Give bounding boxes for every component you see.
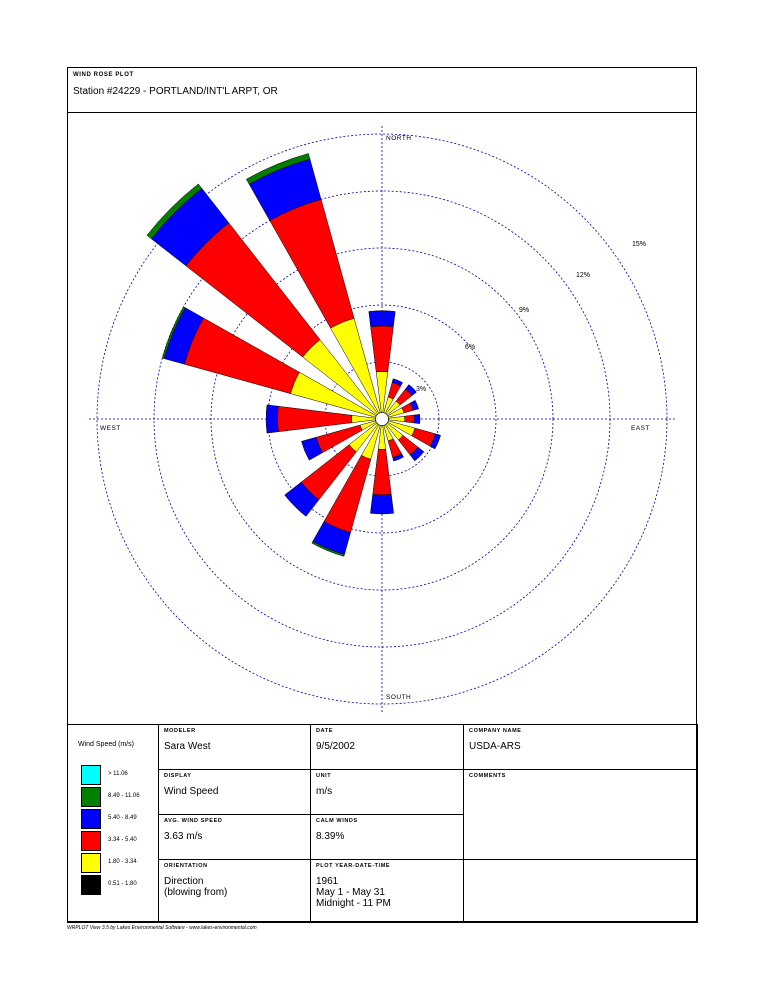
- plot-time-value: 1961 May 1 - May 31 Midnight - 11 PM: [316, 876, 391, 909]
- orientation-cell: [158, 859, 311, 923]
- legend-title: Wind Speed (m/s): [78, 741, 135, 748]
- wind-rose-chart: [68, 113, 696, 725]
- legend-label: 8.49 - 11.06: [108, 793, 140, 799]
- unit-cell: [310, 769, 464, 815]
- date-label: DATE: [316, 728, 333, 734]
- legend-panel: [67, 724, 159, 923]
- avg-speed-cell: [158, 814, 311, 860]
- legend-label: 0.51 - 1.80: [108, 881, 137, 887]
- legend-label: 3.34 - 5.40: [108, 837, 137, 843]
- legend-swatch: [81, 875, 101, 895]
- ring-label: 6%: [465, 344, 476, 351]
- compass-south-label: SOUTH: [386, 694, 412, 701]
- unit-value: m/s: [316, 786, 333, 797]
- orientation-value: Direction (blowing from): [164, 876, 228, 898]
- unit-label: UNIT: [316, 773, 332, 779]
- wind-wedge-segment: [389, 416, 405, 422]
- wind-wedge-segment: [369, 311, 395, 327]
- comments-cell: [463, 769, 698, 860]
- compass-west-label: WEST: [100, 425, 121, 432]
- avg-speed-value: 3.63 m/s: [164, 831, 203, 842]
- legend-swatch: [81, 809, 101, 829]
- comments-label: COMMENTS: [469, 773, 506, 779]
- calm-center-circle: [376, 413, 389, 426]
- modeler-value: Sara West: [164, 741, 211, 752]
- ring-label: 15%: [632, 241, 647, 248]
- date-value: 9/5/2002: [316, 741, 355, 752]
- compass-north-label: NORTH: [386, 135, 412, 142]
- legend-swatch: [81, 787, 101, 807]
- station-title: Station #24229 - PORTLAND/INT'L ARPT, OR: [73, 86, 278, 97]
- legend-label: 5.40 - 8.49: [108, 815, 137, 821]
- plot-time-label: PLOT YEAR-DATE-TIME: [316, 863, 391, 869]
- wind-rose-report: [67, 67, 697, 922]
- wind-wedge-segment: [278, 406, 352, 431]
- ring-label: 12%: [576, 272, 591, 279]
- wind-wedge-segment: [266, 405, 278, 433]
- wind-wedge-segment: [373, 449, 392, 495]
- legend-label: > 11.06: [108, 771, 128, 777]
- ring-label: 9%: [519, 307, 530, 314]
- avg-speed-label: AVG. WIND SPEED: [164, 818, 223, 824]
- legend-label: 1.80 - 3.34: [108, 859, 137, 865]
- orientation-label: ORIENTATION: [164, 863, 208, 869]
- report-header: [68, 68, 696, 113]
- display-label: DISPLAY: [164, 773, 192, 779]
- display-cell: [158, 769, 311, 815]
- calm-winds-label: CALM WINDS: [316, 818, 358, 824]
- software-credit: WRPLOT View 3.5 by Lakes Environmental Software - www.lakes-environmental.com: [67, 925, 257, 931]
- empty-cell: [463, 859, 698, 923]
- date-cell: [310, 724, 464, 770]
- wind-wedge-segment: [370, 494, 393, 514]
- company-value: USDA-ARS: [469, 741, 521, 752]
- ring-label: 3%: [416, 386, 427, 393]
- legend-swatch: [81, 853, 101, 873]
- calm-winds-cell: [310, 814, 464, 860]
- calm-winds-value: 8.39%: [316, 831, 345, 842]
- modeler-cell: [158, 724, 311, 770]
- display-value: Wind Speed: [164, 786, 219, 797]
- legend-swatch: [81, 831, 101, 851]
- wind-wedge-segment: [405, 415, 415, 423]
- wind-wedge-segment: [414, 414, 420, 423]
- report-label: WIND ROSE PLOT: [73, 72, 134, 78]
- compass-east-label: EAST: [631, 425, 650, 432]
- modeler-label: MODELER: [164, 728, 196, 734]
- plot-time-cell: [310, 859, 464, 923]
- company-cell: [463, 724, 698, 770]
- wind-wedge-segment: [371, 326, 394, 372]
- company-label: COMPANY NAME: [469, 728, 522, 734]
- legend-swatch: [81, 765, 101, 785]
